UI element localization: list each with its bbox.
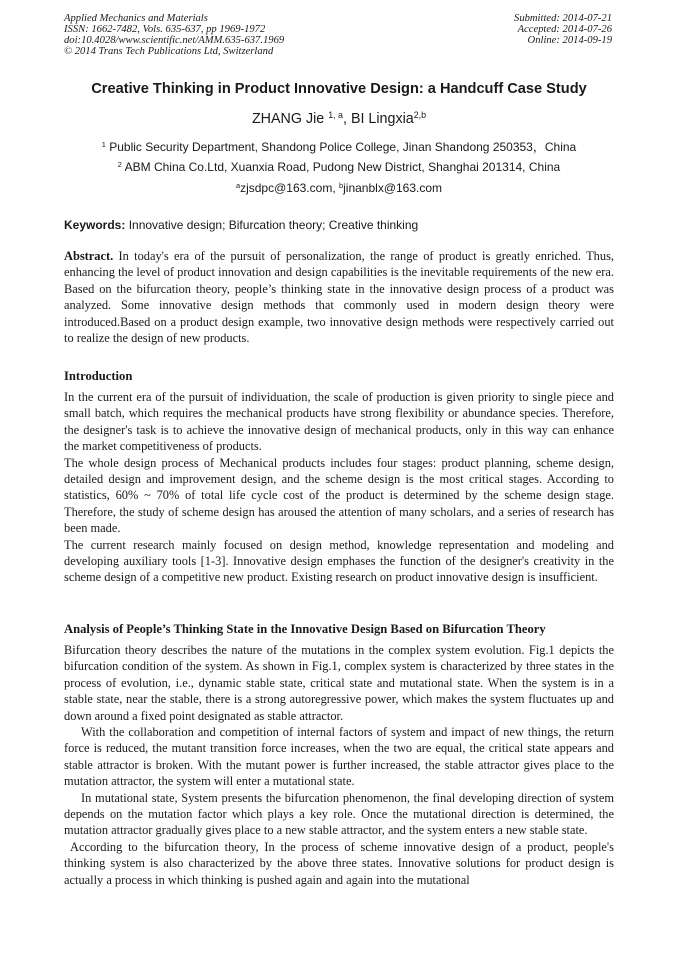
introduction-body [64,389,614,586]
accepted-date: Accepted: 2014-07-26 [517,24,612,35]
issn-line: ISSN: 1662-7482, Vols. 635-637, pp 1969-1972 [64,24,266,35]
author-1-name: ZHANG Jie [251,111,329,127]
author-emails [0,181,678,195]
affiliation-1-mark: 1 [101,139,106,149]
affiliation-2 [0,160,678,174]
keywords-label: Keywords: [64,218,126,232]
keywords [64,218,614,232]
copyright-line: © 2014 Trans Tech Publications Ltd, Switzerland [64,46,274,57]
analysis-paragraph-4: According to the bifurcation theory, In the process of scheme innovative design of a product, people's thinking system is also characterized by the above three states. Innovative solutions for product design is actually a process in which thinking is pushed again and again into the mutational [64,839,614,887]
author-line [0,111,678,127]
analysis-paragraph-2: With the collaboration and competition of internal factors of system and impact of new things, the return force is reduced, the mutant transition force increases, when the two are equal, the critical state appears and stable attractor is broken. With the mutant power is further increased, the stable attractor gives place to the mutation attractor, the system will enter a mutational state. [64,725,614,789]
email-a[interactable]: zjsdpc@163.com, [240,181,339,195]
intro-paragraph-2: The whole design process of Mechanical products includes four stages: product planning, scheme design, detailed design and improvement design, and the scheme design is the most critical stages. According to statistics, 60% ~ 70% of total life cycle cost of the product is determined by the scheme design stage. Therefore, the study of scheme design has aroused the attention of many scholars, and a series of research has been made. [64,455,614,536]
intro-paragraph-3: The current research mainly focused on design method, knowledge representation and modeling and developing auxiliary tools [1-3]. Innovative design emphases the function of the designer's creativity in the scheme design of a competitive new product. Existing research on product innovative design is insufficient. [64,537,614,585]
journal-info [64,13,284,57]
affiliation-2-mark: 2 [117,159,122,169]
analysis-paragraph-1: Bifurcation theory describes the nature of the mutations in the complex system evolution. Fig.1 depicts the bifurcation condition of the system. As shown in Fig.1, complex system is characterized by three states in the process of evolution, i.e., dynamic stable state, critical state and mutational state. When the system is in a stable state, near the stable, there is a strong autoregressive power, which makes the system fluctuates up and down around a fixed point designated as stable attractor. [64,643,614,723]
section-heading-analysis: Analysis of People’s Thinking State in the Innovative Design Based on Bifurcation Theory [64,622,546,636]
analysis-body [64,642,614,888]
section-heading-introduction: Introduction [64,369,133,383]
journal-name: Applied Mechanics and Materials [64,13,208,24]
affiliation-1-text: Public Security Department, Shandong Police College, Jinan Shandong 250353，China [105,140,577,154]
abstract [64,248,614,346]
doi-line[interactable]: doi:10.4028/www.scientific.net/AMM.635-637.1969 [64,35,285,46]
email-b-mark: b [338,180,344,190]
keywords-text: Innovative design; Bifurcation theory; Creative thinking [125,218,419,232]
paper-title: Creative Thinking in Product Innovative Design: a Handcuff Case Study [91,81,587,97]
author-2-affiliation-mark: 2,b [413,110,427,121]
abstract-label: Abstract. [64,249,114,263]
author-1-affiliation-mark: 1, a [328,110,343,121]
submitted-date: Submitted: 2014-07-21 [514,13,612,24]
online-date: Online: 2014-09-19 [527,35,612,46]
affiliation-2-text: ABM China Co.Ltd, Xuanxia Road, Pudong New District, Shanghai 201314, China [121,160,561,174]
author-separator: , [342,111,351,127]
intro-paragraph-1: In the current era of the pursuit of individuation, the scale of production is given priority to single piece and small batch, which requires the mechanical products have strong flexibility or abundance species. Therefore, the designer's task is to achieve the innovative design of mechanical products, only in this way can enhance the market competitiveness of products. [64,390,614,454]
analysis-paragraph-3: In mutational state, System presents the bifurcation phenomenon, the final developing direction of system depends on the mutation factor which plays a key role. Once the mutational direction is determined, the mutation attractor gradually gives place to a new stable attractor, and the system enters a new stable state. [64,790,614,838]
email-a-mark: a [235,180,241,190]
publication-dates [514,13,612,46]
email-b[interactable]: jinanblx@163.com [343,181,443,195]
author-2-name: BI Lingxia [350,111,414,127]
abstract-text: In today's era of the pursuit of personalization, the range of product is greatly enriched. Thus, enhancing the level of product innovation and design capabilities is the inevitable requirements of the new era. Based on the bifurcation theory, people’s thinking state in the innovative design process of a product was analyzed. Some innovative design methods that commonly used in modern design theory were introduced.Based on a product design example, two innovative design methods were respectively carried out to realize the design of new products. [64,249,614,346]
affiliation-1 [0,138,678,155]
